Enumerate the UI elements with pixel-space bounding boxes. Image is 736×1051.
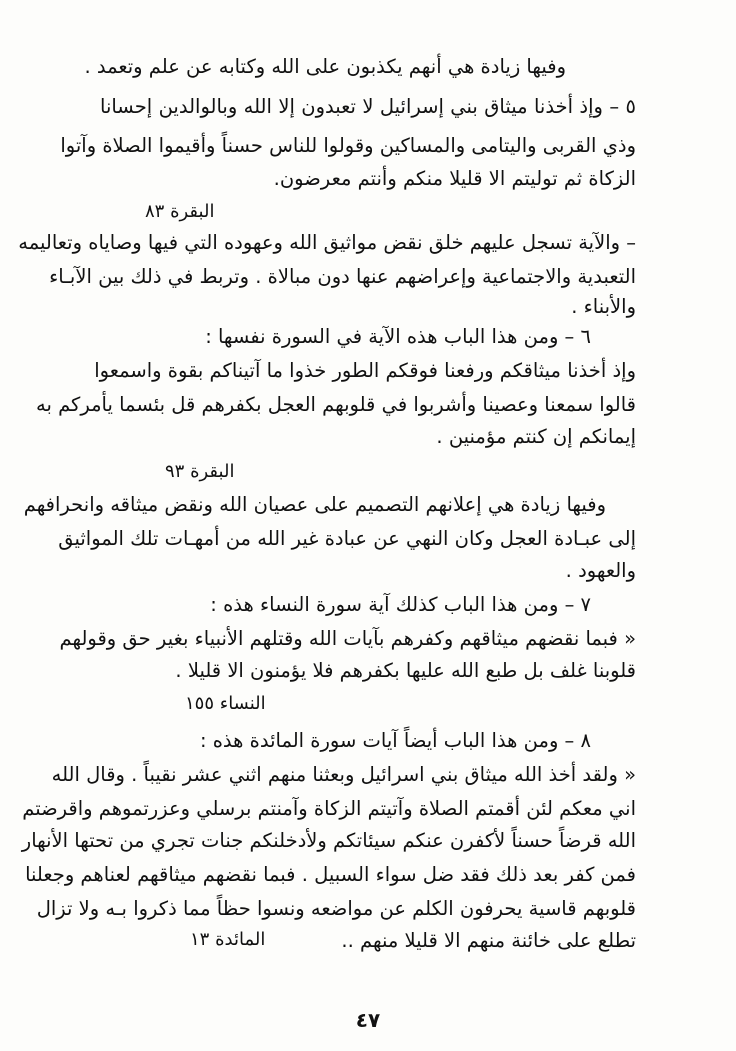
- text-line: إيمانكم إن كنتم مؤمنين .: [436, 425, 636, 448]
- verse-reference: البقرة ٨٣: [145, 201, 215, 222]
- text-line: ٦ – ومن هذا الباب هذه الآية في السورة نفسها :: [205, 325, 591, 348]
- text-line: التعبدية والاجتماعية وإعراضهم عنها دون مبالاة . وتربط في ذلك بين الآبـاء: [49, 265, 636, 288]
- text-line: ٥ – وإذ أخذنا ميثاق بني إسرائيل لا تعبدون إلا الله وبالوالدين إحسانا: [100, 95, 636, 118]
- text-line: قالوا سمعنا وعصينا وأشربوا في قلوبهم العجل بكفرهم قل بئسما يأمركم به: [36, 393, 636, 416]
- text-line: « فبما نقضهم ميثاقهم وكفرهم بآيات الله وقتلهم الأنبياء بغير حق وقولهم: [59, 627, 636, 650]
- verse-reference: البقرة ٩٣: [165, 461, 235, 482]
- text-line: « ولقد أخذ الله ميثاق بني اسرائيل وبعثنا منهم اثني عشر نقيباً . وقال الله: [51, 763, 636, 786]
- text-line: وفيها زيادة هي إعلانهم التصميم على عصيان الله ونقض ميثاقه وانحرافهم: [23, 493, 606, 516]
- text-line: قلوبنا غلف بل طبع الله عليها بكفرهم فلا يؤمنون الا قليلا .: [175, 659, 636, 682]
- text-line: الله قرضاً حسناً لأكفرن عنكم سيئاتكم ولأدخلنكم جنات تجري من تحتها الأنهار: [21, 829, 636, 852]
- text-line: الزكاة ثم توليتم الا قليلا منكم وأنتم معرضون.: [273, 167, 636, 190]
- text-line: فمن كفر بعد ذلك فقد ضل سواء السبيل . فبما نقضهم ميثاقهم لعناهم وجعلنا: [25, 863, 636, 886]
- text-line: وذي القربى واليتامى والمساكين وقولوا للناس حسناً وأقيموا الصلاة وآتوا: [60, 134, 636, 157]
- text-line: والعهود .: [565, 559, 636, 582]
- text-line: تطلع على خائنة منهم الا قليلا منهم ..: [341, 929, 636, 952]
- text-line: – والآية تسجل عليهم خلق نقض مواثيق الله وعهوده التي فيها وصاياه وتعاليمه: [18, 231, 636, 254]
- text-line: ٧ – ومن هذا الباب كذلك آية سورة النساء هذه :: [210, 593, 591, 616]
- page-number: ٤٧: [355, 1008, 381, 1032]
- text-line: وفيها زيادة هي أنهم يكذبون على الله وكتابه عن علم وتعمد .: [84, 55, 566, 78]
- verse-reference: النساء ١٥٥: [185, 693, 266, 714]
- text-line: قلوبهم قاسية يحرفون الكلم عن مواضعه ونسوا حظاً مما ذكروا بـه ولا تزال: [36, 897, 636, 920]
- verse-reference: المائدة ١٣: [190, 929, 266, 950]
- text-line: اني معكم لئن أقمتم الصلاة وآتيتم الزكاة وآمنتم برسلي وعزرتموهم واقرضتم: [22, 797, 636, 820]
- text-line: ٨ – ومن هذا الباب أيضاً آيات سورة المائدة هذه :: [199, 729, 591, 752]
- text-line: والأبناء .: [571, 295, 636, 318]
- text-line: إلى عبـادة العجل وكان النهي عن عبادة غير الله من أمهـات تلك المواثيق: [58, 527, 636, 550]
- text-line: وإذ أخذنا ميثاقكم ورفعنا فوقكم الطور خذوا ما آتيناكم بقوة واسمعوا: [94, 359, 636, 382]
